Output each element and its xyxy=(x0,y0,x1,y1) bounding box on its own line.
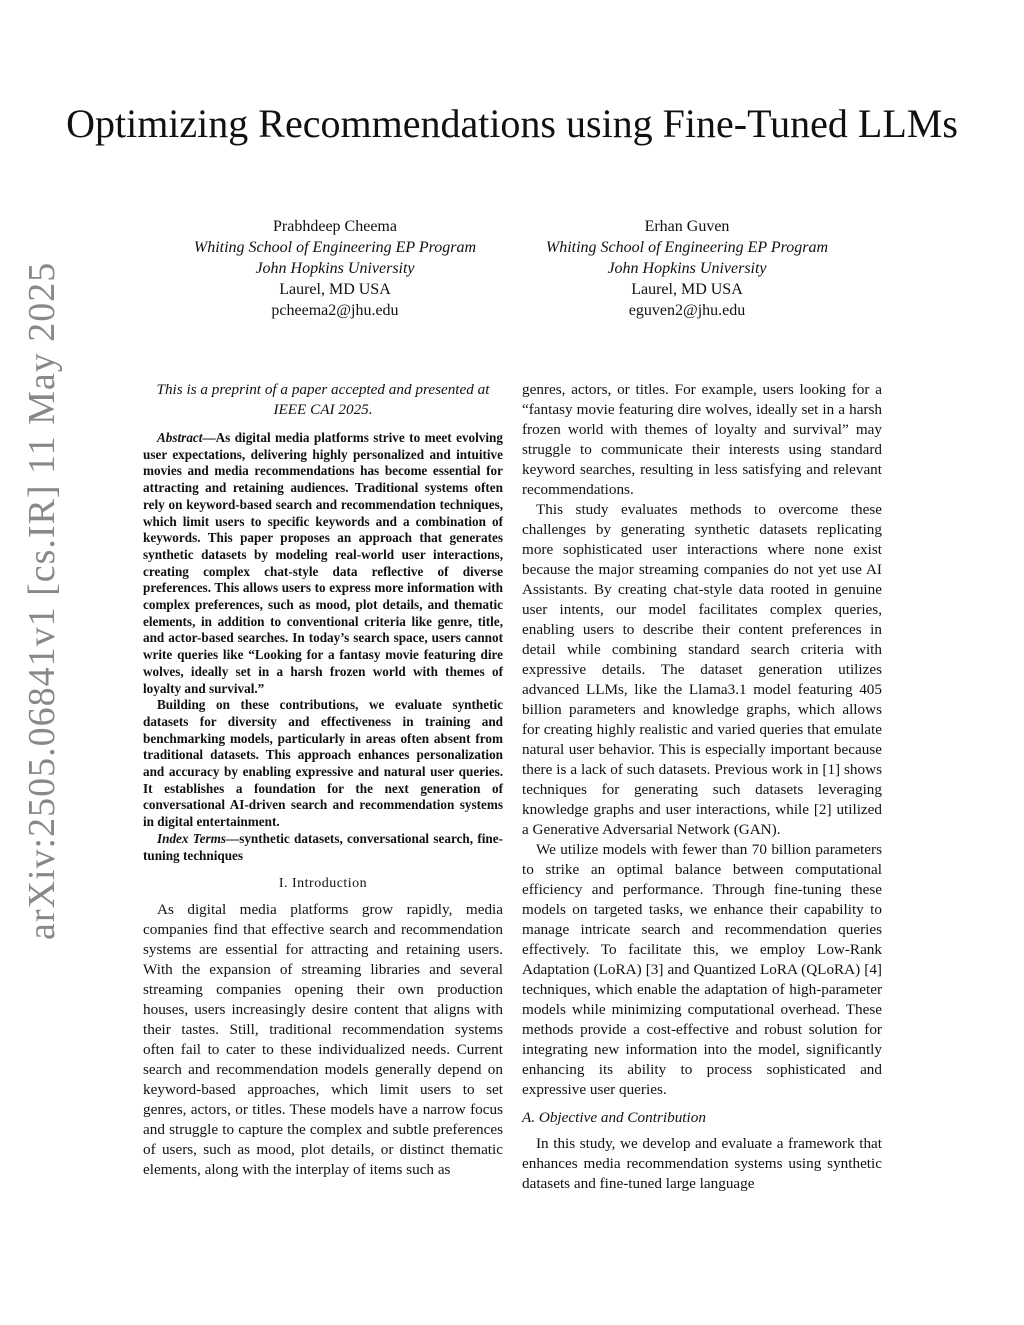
left-column xyxy=(143,380,503,1180)
preprint-note: This is a preprint of a paper accepted and presented at IEEE CAI 2025. xyxy=(156,381,490,418)
author-email: pcheema2@jhu.edu xyxy=(271,302,399,319)
author-location: Laurel, MD USA xyxy=(631,281,743,298)
author-university: John Hopkins University xyxy=(255,260,415,277)
abstract-paragraph-2: Building on these contributions, we evaluate synthetic datasets for diversity and effectiveness in training and benchmarking models, particularly in areas often absent from traditional datasets. This approach enhances personalization and accuracy by enabling expressive and natural user queries. It establishes a foundation for the next generation of conversational AI-driven search and recommendation systems in digital entertainment. xyxy=(143,697,503,830)
abstract-text: —As digital media platforms strive to meet evolving user expectations, delivering highly personalized and intuitive movies and media recommendations has become essential for attracting and retaining audiences. Traditional systems often rely on keyword-based search and recommendation techniques, which limit users to specific keywords and a combination of keywords. This paper proposes an approach that generates synthetic datasets by modeling real-world user interactions, creating complex chat-style data reflective of diverse preferences. This allows users to express more information with complex preferences, such as mood, plot details, and thematic elements, in addition to conventional criteria like genre, title, and actor-based searches. In today’s search space, users cannot write queries like “Looking for a fantasy movie featuring dire wolves, ideally set in a harsh frozen world with themes of loyalty and survival.” xyxy=(143,430,503,696)
subsection-heading-objective: A. Objective and Contribution xyxy=(522,1109,706,1126)
right-column xyxy=(522,380,882,1194)
author-block-2 xyxy=(497,216,877,321)
intro-paragraph-1-continued: genres, actors, or titles. For example, users looking for a “fantasy movie featuring dire wolves, ideally set in a harsh frozen world with themes of loyalty and survival” may struggle to communicate their interests using standard keyword searches, resulting in less satisfying and relevant recommendations. xyxy=(522,381,882,498)
paper-title: Optimizing Recommendations using Fine-Tuned LLMs xyxy=(66,101,958,146)
author-name: Prabhdeep Cheema xyxy=(273,218,397,235)
index-terms-text: —synthetic datasets, conversational search, fine-tuning techniques xyxy=(143,830,503,863)
author-location: Laurel, MD USA xyxy=(279,281,391,298)
intro-paragraph-4: In this study, we develop and evaluate a framework that enhances media recommendation systems using synthetic datasets and fine-tuned large language xyxy=(522,1135,882,1192)
abstract-paragraph-1 xyxy=(143,430,503,697)
intro-paragraph-1: As digital media platforms grow rapidly, media companies find that effective search and recommendation systems are essential for attracting and retaining users. With the expansion of streaming libraries and several streaming companies opening their own production houses, users increasingly desire content that aligns with their tastes. Still, traditional recommendation systems often fail to cater to these individualized needs. Current search and recommendation models generally depend on keyword-based approaches, which limit users to set genres, actors, or titles. These models have a narrow focus and struggle to capture the complex and subtle preferences of users, such as mood, plot details, or distinct thematic elements, along with the interplay of items such as xyxy=(143,901,503,1179)
index-terms-label: Index Terms xyxy=(157,830,227,846)
author-affiliation: Whiting School of Engineering EP Program xyxy=(193,239,477,256)
arxiv-identifier: arXiv:2505.06841v1 [cs.IR] 11 May 2025 xyxy=(21,261,63,940)
intro-paragraph-3: We utilize models with fewer than 70 billion parameters to strike an optimal balance between computational efficiency and performance. Through fine-tuning these models on targeted tasks, we enhance their capability to manage intricate search and recommendation queries effectively. To facilitate this, we employ Low-Rank Adaptation (LoRA) [3] and Quantized LoRA (QLoRA) [4] techniques, which enable the adaptation of high-parameter models while minimizing computational overhead. These methods provide a cost-effective and robust solution for integrating new information into the model, significantly enhancing its ability to process sophisticated and expressive user queries. xyxy=(522,841,882,1098)
author-email: eguven2@jhu.edu xyxy=(628,302,746,319)
author-affiliation: Whiting School of Engineering EP Program xyxy=(545,239,829,256)
index-terms xyxy=(143,831,503,864)
section-heading-introduction: I. Introduction xyxy=(278,876,368,892)
intro-paragraph-2: This study evaluates methods to overcome these challenges by generating synthetic datasets replicating more sophisticated user interactions where none exist because the major streaming companies do not yet use AI Assistants. By creating chat-style data rooted in genuine user intents, our model facilitates complex queries, enabling users to describe their content preferences in detail while combining standard search criteria with expressive details. The dataset generation utilizes advanced LLMs, like the Llama3.1 model featuring 405 billion parameters and knowledge graphs, which allows for creating highly realistic and varied queries that emulate natural user behavior. This is especially important because there is a lack of such datasets. Previous work in [1] shows techniques for generating such datasets leveraging knowledge graphs and user interactions, while [2] utilized a Generative Adversarial Network (GAN). xyxy=(522,501,882,838)
author-university: John Hopkins University xyxy=(607,260,767,277)
author-name: Erhan Guven xyxy=(644,218,730,235)
abstract-label: Abstract xyxy=(157,430,203,445)
author-block-1 xyxy=(145,216,525,321)
